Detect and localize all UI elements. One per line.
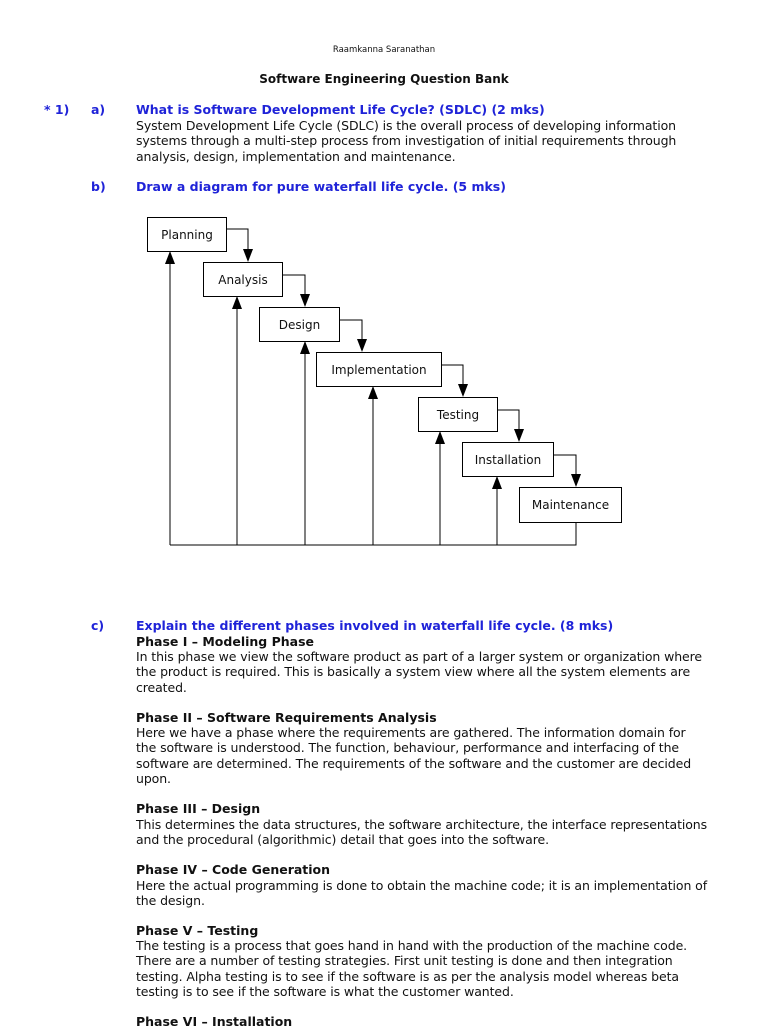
text-line: Here we have a phase where the requirements are gathered. The information domain for	[136, 725, 686, 740]
stage-maintenance: Maintenance	[519, 487, 622, 523]
text-line: The testing is a process that goes hand in hand with the production of the machine code.	[136, 938, 688, 953]
answer-line: System Development Life Cycle (SDLC) is the overall process of developing information	[136, 118, 676, 133]
text-line: created.	[136, 679, 187, 695]
phase-4-text	[136, 878, 726, 909]
document-author: Raamkanna Saranathan	[332, 45, 436, 55]
part-a-letter: a)	[91, 102, 106, 117]
stage-analysis: Analysis	[203, 262, 283, 297]
part-c-letter: c)	[91, 618, 105, 633]
text-line: upon.	[136, 771, 171, 787]
text-line: testing. Alpha testing is to see if the software is as per the analysis model whereas beta	[136, 968, 679, 984]
question-number: * 1)	[44, 102, 70, 117]
answer-line: analysis, design, implementation and maintenance.	[136, 148, 456, 164]
text-line: the design.	[136, 893, 205, 909]
phase-3-text	[136, 817, 726, 848]
phase-1-heading: Phase I – Modeling Phase	[136, 634, 315, 649]
part-c-question: Explain the different phases involved in waterfall life cycle. (8 mks)	[136, 618, 614, 633]
part-b-letter: b)	[91, 179, 106, 194]
connector-design-implementation	[339, 320, 362, 350]
text-line: There are a number of testing strategies. First unit testing is done and then integration	[136, 953, 673, 969]
stage-installation: Installation	[462, 442, 554, 477]
connector-planning-analysis	[226, 229, 248, 260]
stage-implementation: Implementation	[316, 352, 442, 387]
connector-testing-installation	[497, 410, 519, 440]
phase-2-heading: Phase II – Software Requirements Analysis	[136, 710, 437, 725]
stage-planning: Planning	[147, 217, 227, 252]
phase-5-heading: Phase V – Testing	[136, 923, 259, 938]
connector-implementation-testing	[441, 365, 463, 395]
document-title: Software Engineering Question Bank	[259, 72, 509, 86]
text-line: Here the actual programming is done to obtain the machine code; it is an implementation of	[136, 878, 707, 893]
stage-testing: Testing	[418, 397, 498, 432]
phase-4-heading: Phase IV – Code Generation	[136, 862, 331, 877]
phase-3-heading: Phase III – Design	[136, 801, 261, 816]
text-line: and the procedural (algorithmic) detail that goes into the software.	[136, 832, 549, 848]
phase-2-text	[136, 725, 726, 787]
phase-1-text	[136, 649, 726, 695]
phase-6-heading: Phase VI – Installation	[136, 1014, 293, 1029]
stage-design: Design	[259, 307, 340, 342]
text-line: This determines the data structures, the software architecture, the interface representations	[136, 817, 708, 832]
answer-line: systems through a multi-step process from investigation of initial requirements through	[136, 133, 677, 149]
connector-analysis-design	[282, 275, 305, 305]
text-line: In this phase we view the software product as part of a larger system or organization where	[136, 649, 703, 664]
text-line: the software is understood. The function, behaviour, performance and interfacing of the	[136, 740, 679, 756]
part-b-question: Draw a diagram for pure waterfall life cycle. (5 mks)	[136, 179, 506, 194]
text-line: software are determined. The requirements of the software and the customer are decided	[136, 755, 692, 771]
part-a-question: What is Software Development Life Cycle? (SDLC) (2 mks)	[136, 102, 545, 117]
text-line: testing is to see if the software is what the customer wanted.	[136, 984, 514, 1000]
phase-5-text	[136, 938, 726, 1000]
text-line: the product is required. This is basically a system view where all the system elements are	[136, 664, 691, 680]
connector-installation-maintenance	[553, 455, 576, 485]
